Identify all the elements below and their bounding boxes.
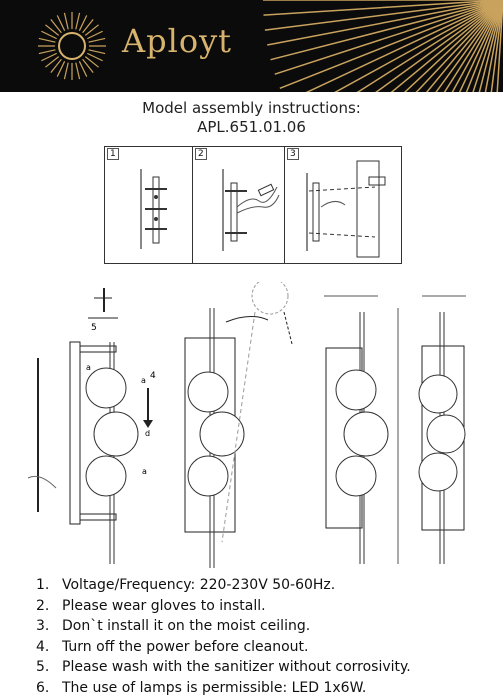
note-item: 6. The use of lamps is permissible: LED 1x6W. xyxy=(36,679,367,696)
callout-4: 4 xyxy=(150,371,156,381)
note-item: 2. Please wear gloves to install. xyxy=(36,597,266,614)
step-number: 2 xyxy=(195,148,207,160)
step-number: 3 xyxy=(287,148,299,160)
sunburst-decoration xyxy=(0,0,503,92)
technical-drawings xyxy=(0,282,503,572)
step-2-illustration xyxy=(193,147,285,263)
brand-banner xyxy=(0,0,503,92)
step-panel-3 xyxy=(284,146,402,264)
page-title: Model assembly instructions: xyxy=(142,99,361,117)
label-a: a xyxy=(142,467,147,476)
label-d: d xyxy=(145,429,151,438)
label-a: a xyxy=(141,376,146,385)
note-item: 1. Voltage/Frequency: 220-230V 50-60Hz. xyxy=(36,577,336,593)
step-panel-2 xyxy=(192,146,286,264)
note-item: 5. Please wash with the sanitizer without corrosivity. xyxy=(36,659,411,675)
instruction-notes xyxy=(36,575,411,698)
step-panel-1 xyxy=(104,146,194,264)
step-3-illustration xyxy=(285,147,401,263)
rotation-view xyxy=(185,282,292,568)
side-dimension-view xyxy=(419,296,466,564)
model-number: APL.651.01.06 xyxy=(197,118,306,136)
callout-5: 5 xyxy=(91,323,97,333)
brand-logo: Aployt xyxy=(122,22,233,60)
note-item: 4. Turn off the power before cleanout. xyxy=(36,638,309,655)
label-a: a xyxy=(86,363,91,372)
step-number: 1 xyxy=(107,148,119,160)
step-1-illustration xyxy=(105,147,193,263)
exploded-side-view xyxy=(28,288,156,564)
note-item: 3. Don`t install it on the moist ceiling. xyxy=(36,618,311,634)
front-dimension-view xyxy=(324,296,398,564)
